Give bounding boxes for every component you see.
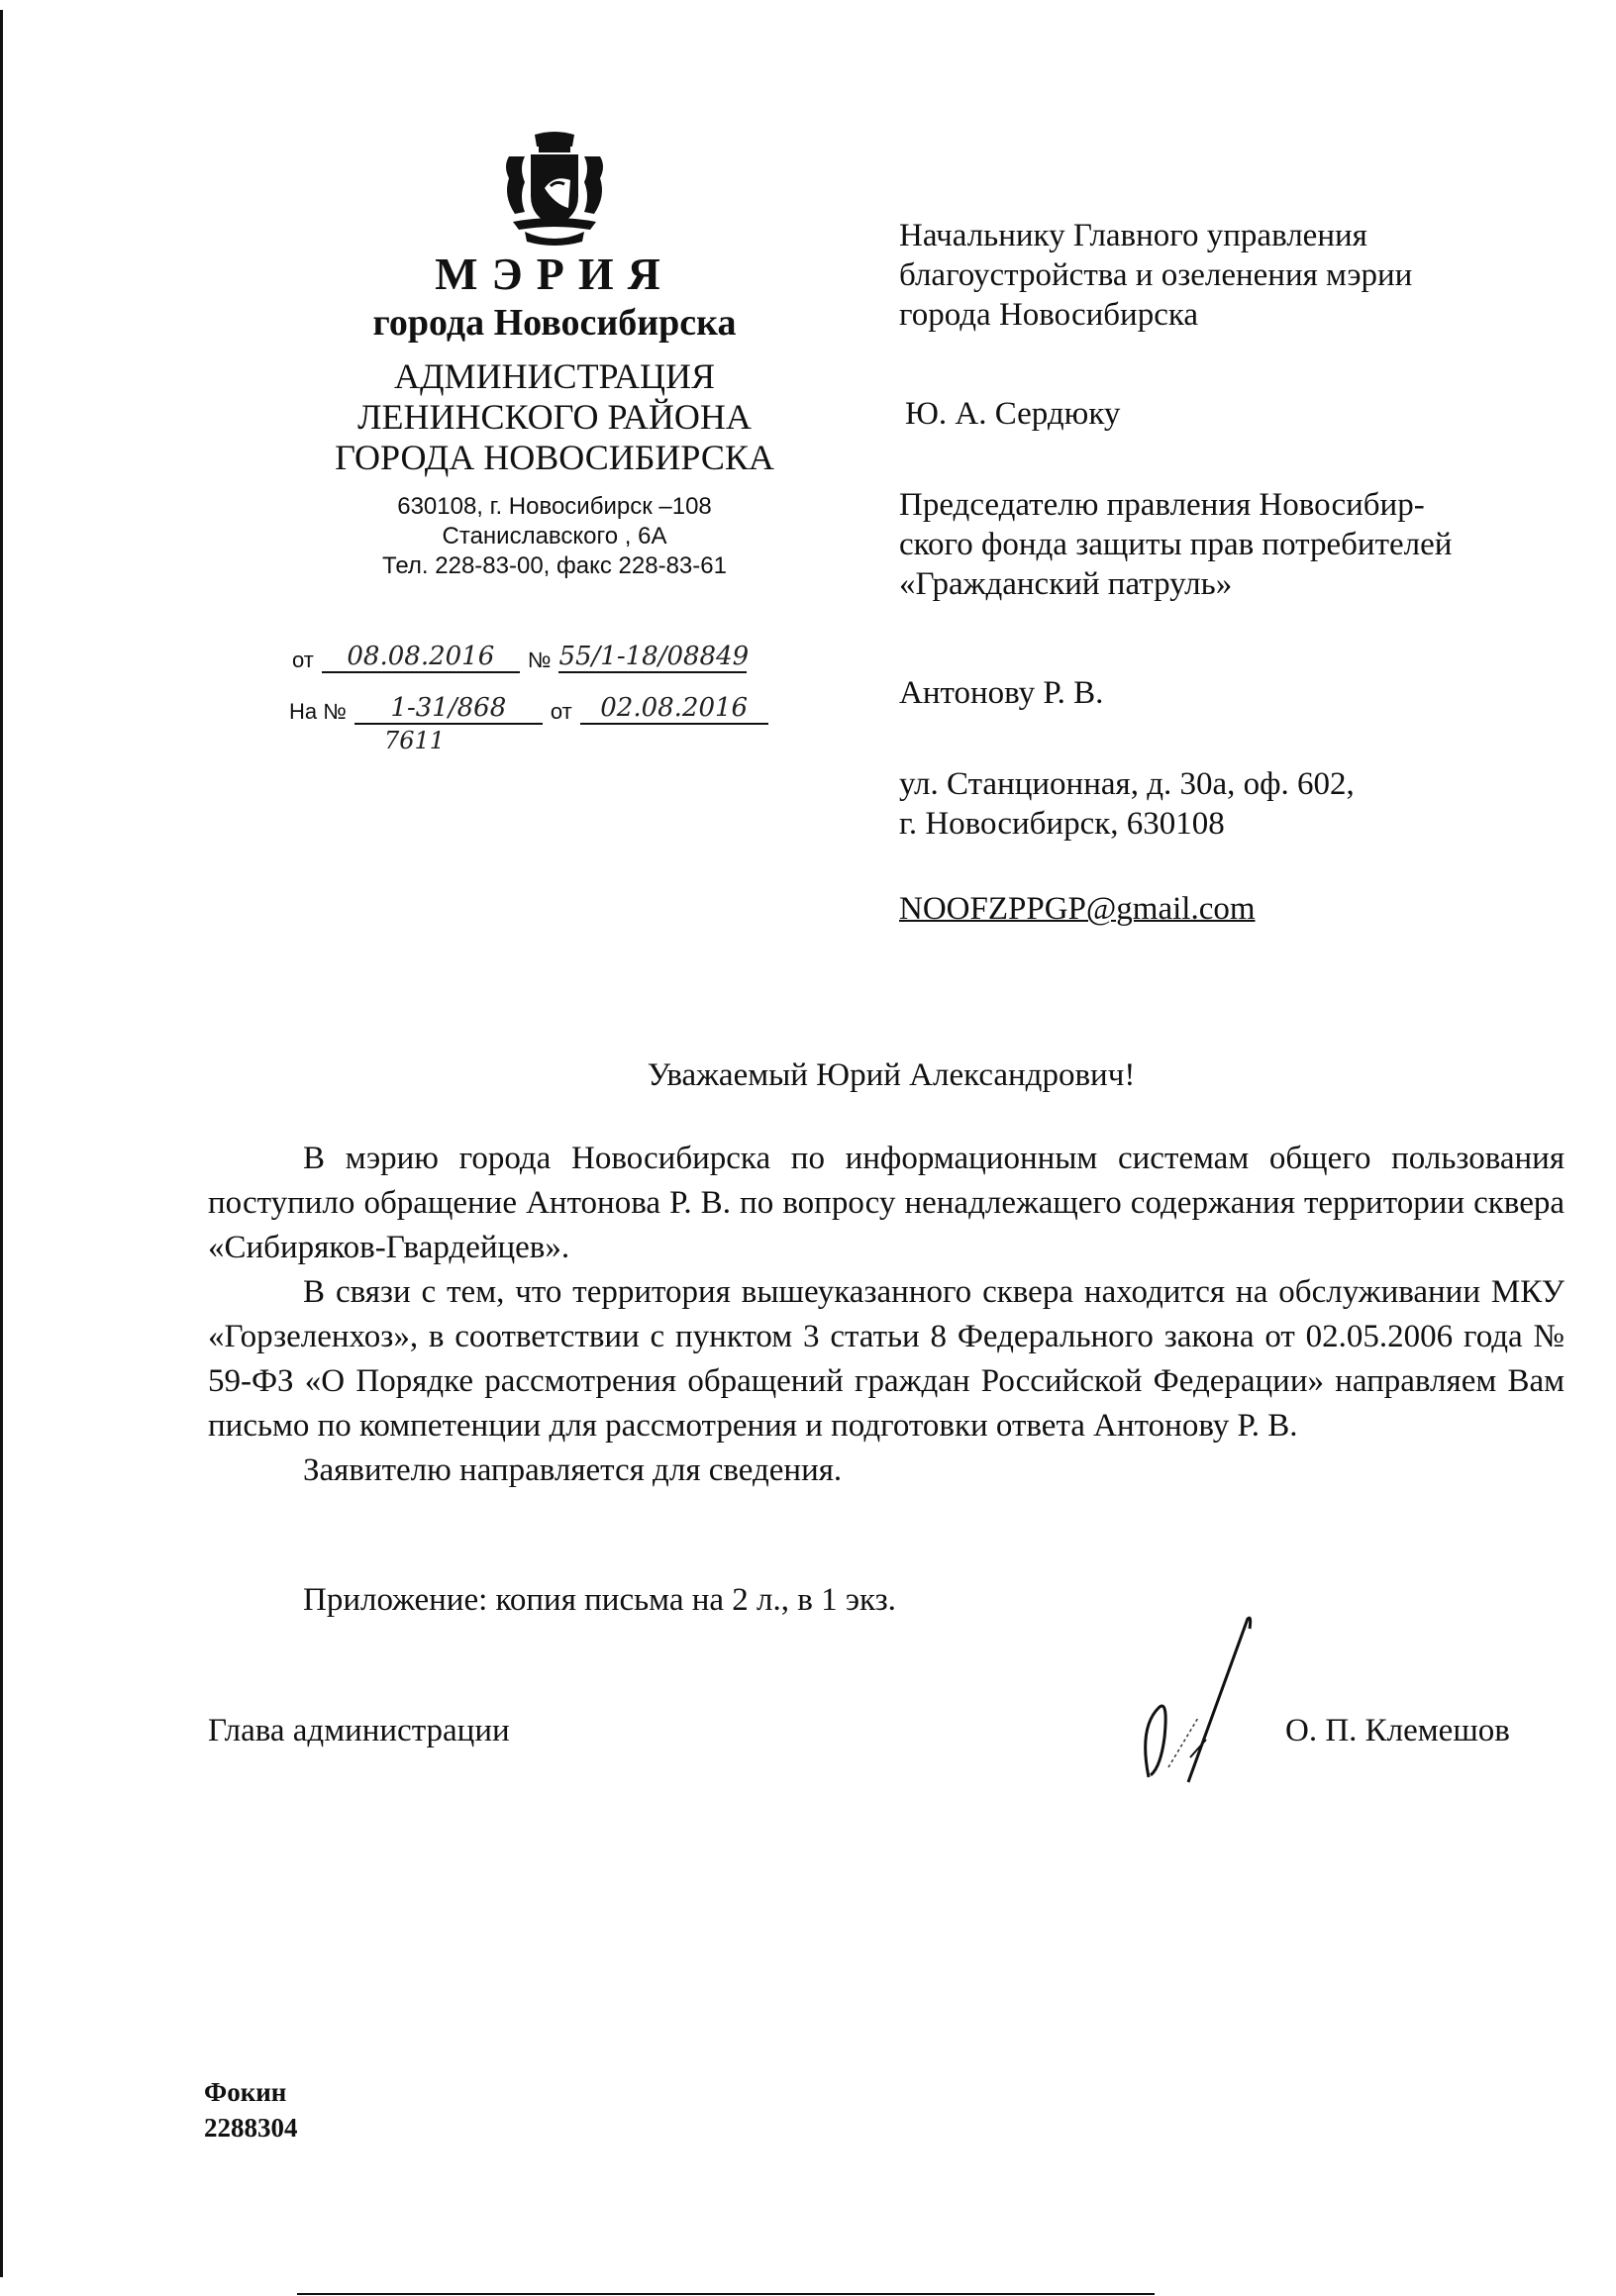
recipient-2-position: Председателю правления Новосибир- ского фонда защиты прав потребителей «Гражданский патруль» xyxy=(899,487,1453,602)
recipient-2-name: Антонову Р. В. xyxy=(899,675,1104,711)
signatory-role: Глава администрации xyxy=(208,1713,510,1748)
incoming-registration: На № 1-31/868 от 02.08.2016 xyxy=(289,693,776,725)
coat-of-arms-icon xyxy=(495,127,614,246)
bottom-rule xyxy=(297,2293,1155,2295)
signatory-name: О. П. Клемешов xyxy=(1285,1713,1510,1748)
reply-to-note: 7611 xyxy=(384,727,446,754)
scan-edge-line xyxy=(0,10,3,2277)
paragraph-3: Заявителю направляется для сведения. xyxy=(303,1452,843,1488)
letterhead xyxy=(277,127,832,581)
handwritten-signature-icon xyxy=(1129,1609,1327,1787)
attachment-note: Приложение: копия письма на 2 л., в 1 экз. xyxy=(303,1582,896,1618)
executor-phone: 2288304 xyxy=(204,2113,298,2143)
recipient-1-position: Начальнику Главного управления благоустройства и озеленения мэрии города Новосибирска xyxy=(899,218,1413,333)
org-address: 630108, г. Новосибирск –108 Станиславского , 6А Тел. 228-83-00, факс 228-83-61 xyxy=(382,493,727,579)
outgoing-date-field: 08.08.2016 xyxy=(322,642,520,673)
salutation: Уважаемый Юрий Александрович! xyxy=(647,1057,1136,1093)
paragraph-2: В связи с тем, что территория вышеуказанного сквера находится на обслуживании МКУ «Горзеленхоз», в соответствии с пунктом 3 статьи 8 Федерального закона от 02.05.2006 года № 59-ФЗ «О Порядке рассмотрения обращений граждан Российской Федерации» направляем Вам письмо по компетенции для рассмотрения и подготовки ответа Антонову Р. В. xyxy=(208,1274,1565,1444)
executor-info xyxy=(204,2074,298,2146)
admin-name: АДМИНИСТРАЦИЯ ЛЕНИНСКОГО РАЙОНА ГОРОДА НОВОСИБИРСКА xyxy=(335,356,774,477)
org-city: города Новосибирска xyxy=(372,302,737,344)
executor-name: Фокин xyxy=(204,2077,287,2107)
org-title: МЭРИЯ xyxy=(435,249,674,299)
reply-to-number-field: 1-31/868 xyxy=(354,693,543,725)
outgoing-registration: от 08.08.2016 № 55/1-18/08849 xyxy=(292,642,750,672)
letter-body xyxy=(208,1137,1565,1493)
reply-date-field: 02.08.2016 xyxy=(580,693,768,725)
paragraph-1: В мэрию города Новосибирска по информационным системам общего пользования поступило обращение Антонова Р. В. по вопросу ненадлежащего содержания территории сквера «Сибиряков-Гвардейцев». xyxy=(208,1141,1565,1265)
recipient-2-email-link[interactable]: NOOFZPPGP@gmail.com xyxy=(899,891,1256,927)
outgoing-number-field: 55/1-18/08849 xyxy=(558,642,750,671)
recipient-2-address: ул. Станционная, д. 30а, оф. 602, г. Новосибирск, 630108 xyxy=(899,766,1355,842)
recipient-1-name: Ю. А. Сердюку xyxy=(905,396,1121,432)
